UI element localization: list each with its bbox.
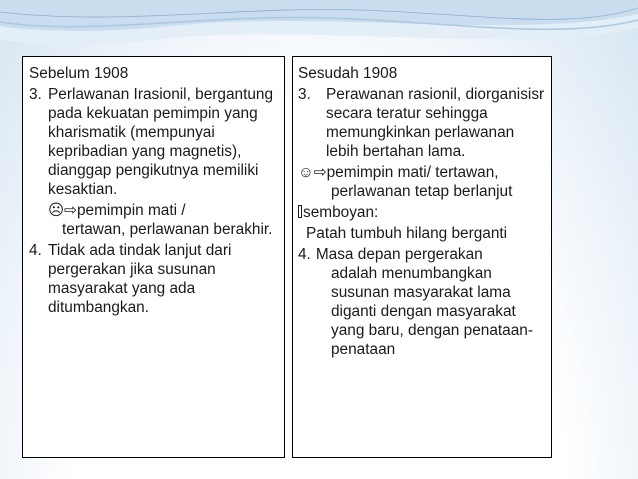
left-item-3-number: 3.	[29, 86, 42, 103]
before-1908-box	[22, 56, 285, 458]
right-leader-consequence	[298, 163, 545, 182]
left-item-3	[29, 85, 278, 199]
smile-arrow-icon: ☺⇨	[298, 164, 327, 181]
left-item-4	[29, 241, 278, 317]
motto-text: Patah tumbuh hilang berganti	[306, 225, 508, 242]
left-leader-consequence	[29, 201, 278, 220]
right-item-4-text: adalah menumbangkan susunan masyarakat lama diganti dengan masyarakat yang baru, dengan penataan-penataan	[331, 265, 533, 358]
before-1908-title: Sebelum 1908	[29, 65, 129, 82]
frown-arrow-icon: ☹⇨	[48, 202, 77, 219]
right-item-4	[298, 245, 545, 264]
after-1908-title: Sesudah 1908	[298, 65, 398, 82]
right-item-4-first-line: Masa depan pergerakan	[315, 246, 483, 263]
right-item-4-number: 4.	[298, 246, 311, 263]
after-1908-box	[292, 56, 552, 458]
right-item-3-number: 3.	[298, 86, 311, 103]
right-leader-consequence-rest: perlawanan tetap berlanjut	[331, 183, 513, 200]
left-leader-consequence-rest: tertawan, perlawanan berakhir.	[62, 221, 273, 238]
right-item-3	[298, 85, 545, 161]
left-leader-consequence-line1: pemimpin mati /	[76, 202, 186, 219]
left-item-4-number: 4.	[29, 242, 42, 259]
motto-bullet-icon	[298, 205, 302, 218]
motto-label	[298, 203, 545, 222]
left-item-3-text: Perlawanan Irasionil, bergantung pada kekuatan pemimpin yang kharismatik (mempunyai kepribadian yang magnetis), dianggap pengikutnya memiliki kesaktian.	[48, 86, 274, 198]
motto-label-text: semboyan:	[303, 204, 379, 221]
right-item-3-text: Perawanan rasionil, diorganisisr secara teratur sehingga memungkinkan perlawanan lebih bertahan lama.	[326, 86, 545, 160]
left-item-4-text: Tidak ada tindak lanjut dari pergerakan jika susunan masyarakat yang ada ditumbangkan.	[48, 242, 232, 316]
right-leader-consequence-line1: pemimpin mati/ tertawan,	[326, 164, 499, 181]
